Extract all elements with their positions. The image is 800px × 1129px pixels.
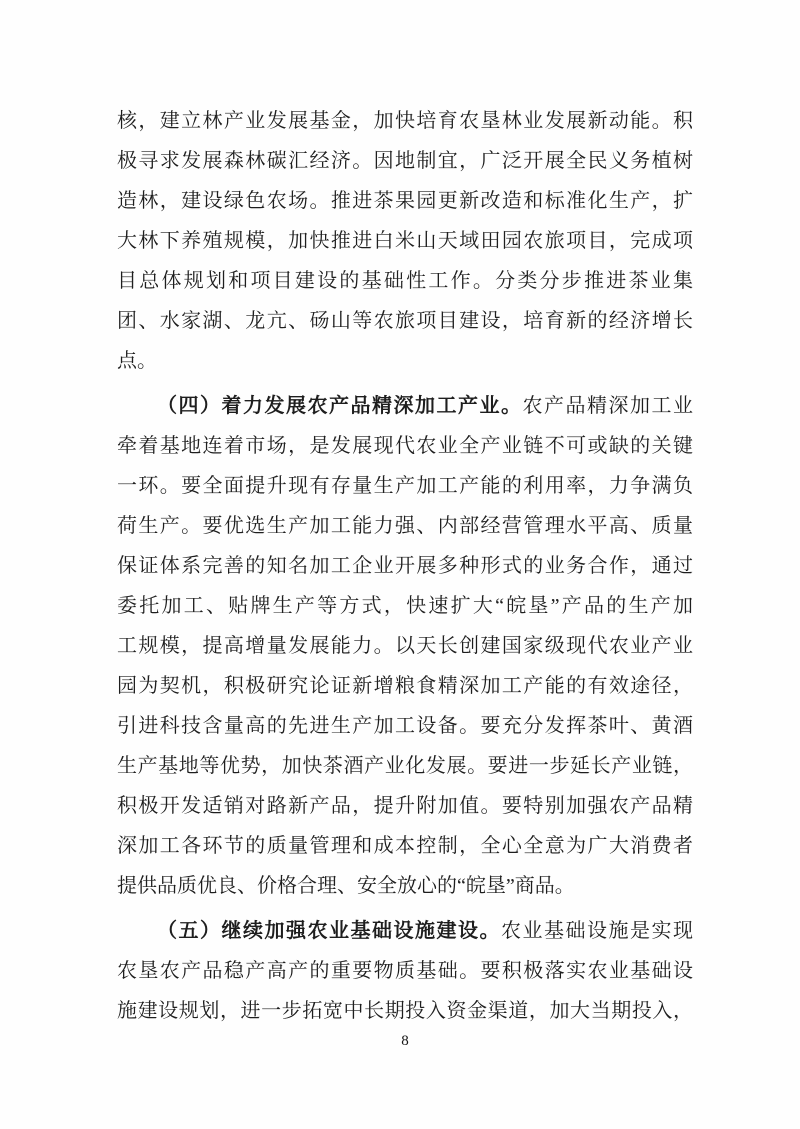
- body-line: 核，建立林产业发展基金，加快培育农垦林业发展新动能。积: [117, 110, 693, 132]
- section-4-heading-tail: 农产品精深加工业: [522, 395, 693, 417]
- text-block: [117, 101, 693, 1031]
- body-line: 工规模，提高增量发展能力。以天长创建国家级现代农业产业: [117, 635, 693, 657]
- body-line: 荷生产。要优选生产加工能力强、内部经营管理水平高、质量: [117, 515, 693, 537]
- body-line: 生产基地等优势，加快茶酒产业化发展。要进一步延长产业链，: [117, 755, 693, 777]
- body-line: 极寻求发展森林碳汇经济。因地制宜，广泛开展全民义务植树: [117, 150, 693, 172]
- body-line: 牵着基地连着市场，是发展现代农业全产业链不可或缺的关键: [117, 435, 693, 457]
- section-5-heading-line: [117, 911, 693, 951]
- body-line: 一环。要全面提升现有存量生产加工产能的利用率，力争满负: [117, 475, 693, 497]
- section-5-heading-tail: 农业基础设施是实现: [501, 920, 693, 942]
- body-line: 积极开发适销对路新产品，提升附加值。要特别加强农产品精: [117, 795, 693, 817]
- body-line: 提供品质优良、价格合理、安全放心的“皖垦”商品。: [117, 875, 575, 897]
- paragraph-section-4: [117, 386, 693, 906]
- body-line: 团、水家湖、龙亢、砀山等农旅项目建设，培育新的经济增长: [117, 310, 693, 332]
- body-line: 造林，建设绿色农场。推进茶果园更新改造和标准化生产，扩: [117, 190, 693, 212]
- body-line: 点。: [117, 350, 157, 372]
- section-4-heading-line: [117, 386, 693, 426]
- paragraph-continuation: [117, 101, 693, 381]
- paragraph-section-5: [117, 911, 693, 1031]
- body-line: 农垦农产品稳产高产的重要物质基础。要积极落实农业基础设: [117, 960, 693, 982]
- page-number: 8: [401, 1033, 409, 1049]
- body-line: 保证体系完善的知名加工企业开展多种形式的业务合作，通过: [117, 555, 693, 577]
- body-line: 园为契机，积极研究论证新增粮食精深加工产能的有效途径，: [117, 675, 693, 697]
- section-4-heading-bold: （四）着力发展农产品精深加工产业。: [157, 395, 523, 417]
- body-line: 深加工各环节的质量管理和成本控制，全心全意为广大消费者: [117, 835, 693, 857]
- body-line: 大林下养殖规模，加快推进白米山天域田园农旅项目，完成项: [117, 230, 693, 252]
- body-line: 施建设规划，进一步拓宽中长期投入资金渠道，加大当期投入，: [117, 1000, 693, 1022]
- body-line: 引进科技含量高的先进生产加工设备。要充分发挥茶叶、黄酒: [117, 715, 693, 737]
- section-5-heading-bold: （五）继续加强农业基础设施建设。: [157, 920, 501, 942]
- body-line: 委托加工、贴牌生产等方式，快速扩大“皖垦”产品的生产加: [117, 595, 693, 617]
- body-line: 目总体规划和项目建设的基础性工作。分类分步推进茶业集: [117, 270, 693, 292]
